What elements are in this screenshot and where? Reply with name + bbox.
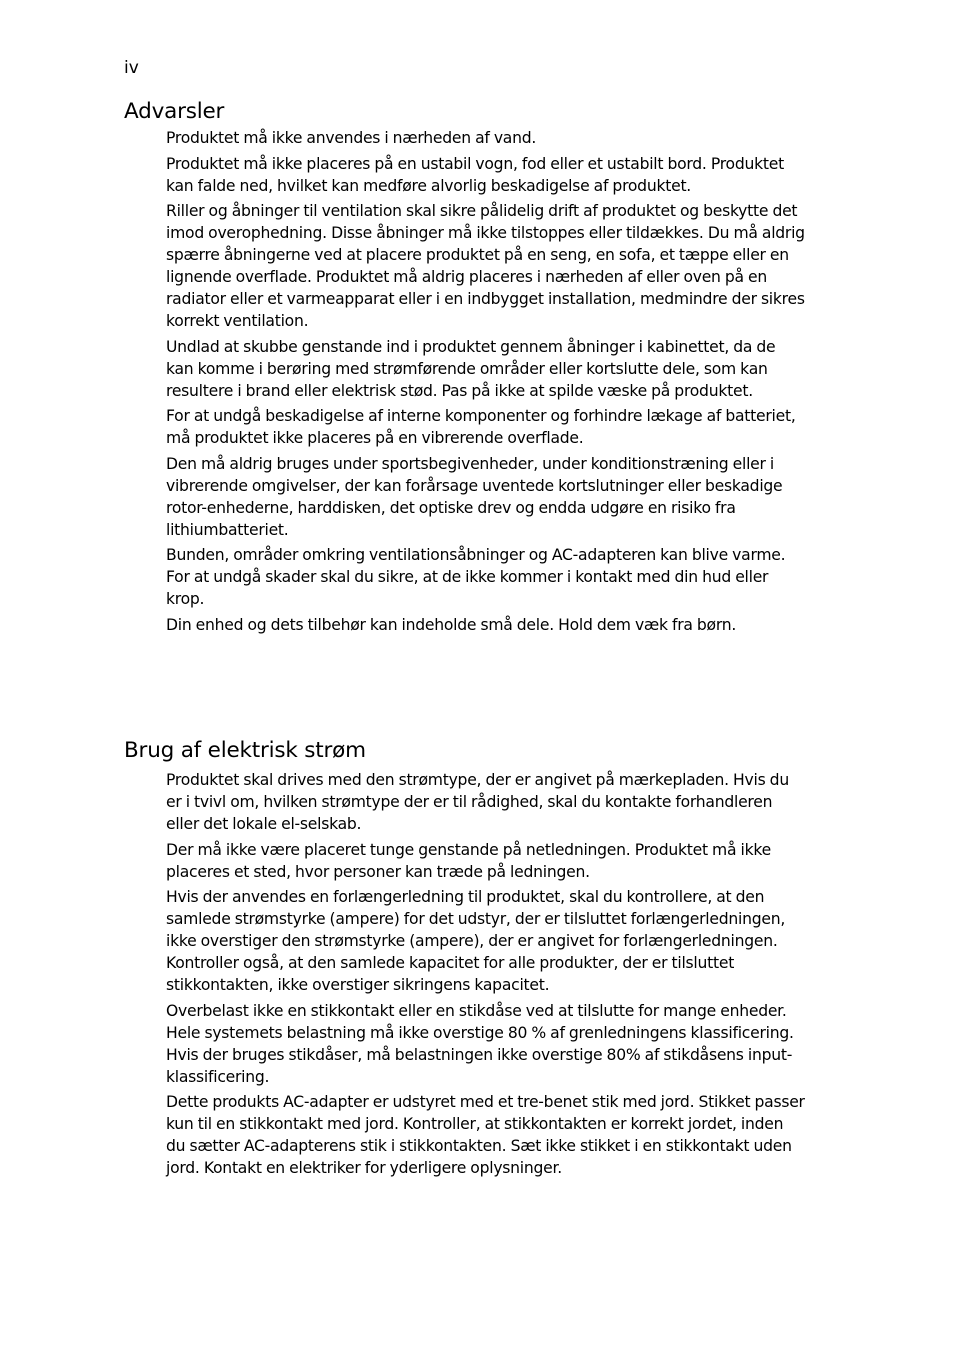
- paragraph: Bunden, områder omkring ventilationsåbninger og AC-adapteren kan blive varme. For at undgå skader skal du sikre, at de ikke kommer i kontakt med din hud eller krop.: [166, 546, 786, 608]
- paragraph: Den må aldrig bruges under sportsbegivenheder, under konditionstræning eller i vibrerende omgivelser, der kan forårsage uventede kortslutninger eller beskadige rotor-enhederne, harddisken, det optiske drev og endda udgøre en risiko fra lithiumbatteriet.: [166, 454, 783, 539]
- paragraph: Overbelast ikke en stikkontakt eller en stikdåse ved at tilslutte for mange enheder. Hele systemets belastning må ikke overstige 80 % af grenledningens klassificering. Hvis der bruges stikdåser, må belastningen ikke overstige 80% af stikdåsens input-klassificering.: [166, 1001, 794, 1086]
- paragraph: Produktet må ikke anvendes i nærheden af vand.: [166, 129, 537, 147]
- section-electrical-power: [124, 738, 824, 1183]
- paragraph: Riller og åbninger til ventilation skal sikre pålidelig drift af produktet og beskytte det imod overophedning. Disse åbninger må ikke tilstoppes eller tildækkes. Du må aldrig spærre åbningerne ved at placere produktet på en seng, en sofa, et tæppe eller en lignende overflade. Produktet må aldrig placeres i nærheden af eller oven på en radiator eller et varmeapparat eller i en indbygget installation, medmindre der sikres korrekt ventilation.: [166, 202, 805, 330]
- paragraph: Produktet skal drives med den strømtype, der er angivet på mærkepladen. Hvis du er i tvivl om, hvilken strømtype der er til rådighed, skal du kontakte forhandleren eller det lokale el-selskab.: [166, 771, 789, 833]
- paragraph: Produktet må ikke placeres på en ustabil vogn, fod eller et ustabilt bord. Produktet kan falde ned, hvilket kan medføre alvorlig beskadigelse af produktet.: [166, 154, 784, 195]
- paragraph: Din enhed og dets tilbehør kan indeholde små dele. Hold dem væk fra børn.: [166, 615, 737, 634]
- section-heading-electrical-power: Brug af elektrisk strøm: [124, 738, 366, 763]
- paragraph: Der må ikke være placeret tunge genstande på netledningen. Produktet må ikke placeres et sted, hvor personer kan træde på ledningen.: [166, 840, 771, 881]
- section-warnings: [124, 99, 824, 639]
- paragraph: For at undgå beskadigelse af interne komponenter og forhindre lækage af batteriet, må produktet ikke placeres på en vibrerende overflade.: [166, 407, 796, 447]
- paragraph: Undlad at skubbe genstande ind i produktet gennem åbninger i kabinettet, da de kan komme i berøring med strømførende områder eller kortslutte dele, som kan resultere i brand eller elektrisk stød. Pas på ikke at spilde væske på produktet.: [166, 337, 776, 400]
- paragraph: Hvis der anvendes en forlængerledning til produktet, skal du kontrollere, at den samlede strømstyrke (ampere) for det udstyr, der er tilsluttet forlængerledningen, ikke overstiger den strømstyrke (ampere), der er angivet for forlængerledningen. Kontroller også, at den samlede kapacitet for alle produkter, der er tilsluttet stikkontakten, ikke overstiger sikringens kapacitet.: [166, 888, 786, 994]
- paragraph: Dette produkts AC-adapter er udstyret med et tre-benet stik med jord. Stikket passer kun til en stikkontakt med jord. Kontroller, at stikkontakten er korrekt jordet, inden du sætter AC-adapterens stik i stikkontakten. Sæt ikke stikket i en stikkontakt uden jord. Kontakt en elektriker for yderligere oplysninger.: [166, 1093, 805, 1177]
- page-number: iv: [124, 58, 139, 78]
- section-heading-warnings: Advarsler: [124, 99, 225, 124]
